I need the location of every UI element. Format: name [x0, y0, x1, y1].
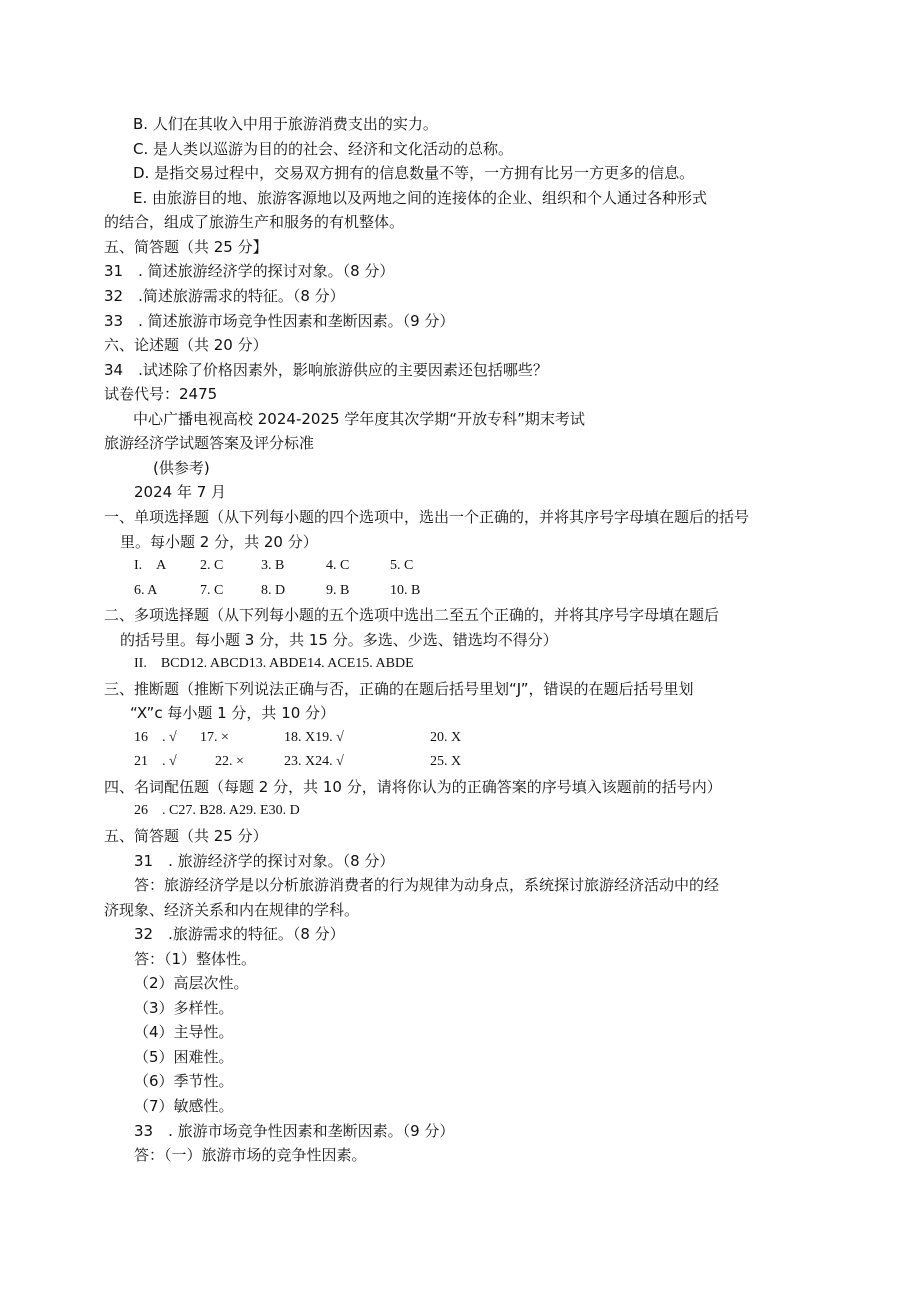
answer-1: I. A	[134, 558, 167, 573]
section-short-answer-key: 五、简答题（共 25 分）	[104, 827, 268, 845]
answer-2: 2. C	[200, 558, 224, 573]
section-true-false: 三、推断题（推断下列说法正确与否，正确的在题后括号里划“J”，错误的在题后括号里划	[104, 680, 694, 698]
answer-5: 5. C	[390, 558, 414, 573]
option-b-definition: B. 人们在其收入中用于旅游消费支出的实力。	[133, 115, 438, 133]
answer-6: 6. A	[134, 583, 158, 598]
answer-32-item-7: （7）敏感性。	[134, 1097, 234, 1115]
answer-question-33: 33 . 旅游市场竞争性因素和垄断因素。（9 分）	[134, 1122, 455, 1140]
question-34: 34 .试述除了价格因素外，影响旅游供应的主要因素还包括哪些？	[104, 361, 548, 379]
answer-key-title: 旅游经济学试题答案及评分标准	[104, 434, 315, 452]
section-heading-essay: 六、论述题（共 20 分）	[104, 336, 268, 354]
true-false-answers-row-2	[134, 752, 554, 772]
answer-7: 7. C	[200, 583, 224, 598]
answer-31-text: 答：旅游经济学是以分析旅游消费者的行为规律为动身点，系统探讨旅游经济活动中的经	[134, 876, 720, 894]
answer-20: 20. X	[430, 730, 462, 745]
answer-9: 9. B	[326, 583, 350, 598]
question-31: 31 . 简述旅游经济学的探讨对象。（8 分）	[104, 262, 395, 280]
answer-25: 25. X	[430, 754, 462, 769]
single-choice-answers-row-2	[134, 581, 554, 601]
answer-31-text-cont: 济现象、经济关系和内在规律的学科。	[104, 901, 360, 919]
question-33: 33 . 简述旅游市场竞争性因素和垄断因素。（9 分）	[104, 312, 455, 330]
option-e-definition-cont: 的结合，组成了旅游生产和服务的有机整体。	[104, 213, 405, 231]
section-single-choice: 一、单项选择题（从下列每小题的四个选项中，选出一个正确的，并将其序号字母填在题后的括号	[104, 508, 750, 526]
answer-17: 17. ×	[200, 730, 229, 745]
true-false-answers-row-1	[134, 728, 554, 748]
answer-question-32: 32 .旅游需求的特征。（8 分）	[134, 925, 345, 943]
answer-4: 4. C	[326, 558, 350, 573]
section-multiple-choice: 二、多项选择题（从下列每小题的五个选项中选出二至五个正确的，并将其序号字母填在题后	[104, 606, 720, 624]
answer-3: 3. B	[261, 558, 285, 573]
question-32: 32 .简述旅游需求的特征。（8 分）	[104, 287, 345, 305]
answer-32-item-5: （5）困难性。	[134, 1048, 234, 1066]
section-term-matching: 四、名词配伍题（每题 2 分，共 10 分，请将你认为的正确答案的序号填入该题前的括号内）	[104, 778, 722, 796]
section-true-false-cont: “X”c 每小题 1 分，共 10 分）	[130, 704, 336, 722]
option-c-definition: C. 是人类以巡游为目的的社会、经济和文化活动的总称。	[133, 140, 514, 158]
answer-23-24: 23. X24. √	[284, 754, 344, 769]
option-e-definition: E. 由旅游目的地、旅游客源地以及两地之间的连接体的企业、组织和个人通过各种形式	[133, 189, 708, 207]
answer-32-item-4: （4）主导性。	[134, 1023, 234, 1041]
answer-33-part-1: 答：（一）旅游市场的竞争性因素。	[134, 1146, 367, 1164]
answer-10: 10. B	[390, 583, 421, 598]
exam-date: 2024 年 7 月	[134, 483, 227, 501]
for-reference-note: (供参考)	[153, 459, 210, 477]
paper-code: 试卷代号：2475	[104, 385, 218, 403]
answer-22: 22. ×	[215, 754, 244, 769]
answer-16: 16 . √	[134, 730, 177, 745]
exam-title: 中心广播电视高校 2024-2025 学年度其次学期“开放专科”期末考试	[133, 410, 585, 428]
term-matching-answers: 26 . C27. B28. A29. E30. D	[134, 803, 300, 818]
option-d-definition: D. 是指交易过程中，交易双方拥有的信息数量不等，一方拥有比另一方更多的信息。	[133, 164, 695, 182]
answer-8: 8. D	[261, 583, 286, 598]
answer-32-item-6: （6）季节性。	[134, 1072, 234, 1090]
section-multiple-choice-cont: 的括号里。每小题 3 分，共 15 分。多选、少选、错选均不得分）	[120, 631, 558, 649]
answer-question-31: 31 . 旅游经济学的探讨对象。（8 分）	[134, 852, 395, 870]
single-choice-answers-row-1	[134, 556, 554, 576]
answer-32-item-3: （3）多样性。	[134, 999, 234, 1017]
multiple-choice-answers: II. BCD12. ABCD13. ABDE14. ACE15. ABDE	[134, 656, 414, 671]
answer-18-19: 18. X19. √	[284, 730, 344, 745]
answer-21: 21 . √	[134, 754, 177, 769]
answer-32-item-1: 答：（1）整体性。	[134, 950, 257, 968]
section-single-choice-cont: 里。每小题 2 分，共 20 分）	[120, 533, 318, 551]
section-heading-short-answer: 五、简答题（共 25 分】	[104, 238, 268, 256]
answer-32-item-2: （2）高层次性。	[134, 974, 249, 992]
